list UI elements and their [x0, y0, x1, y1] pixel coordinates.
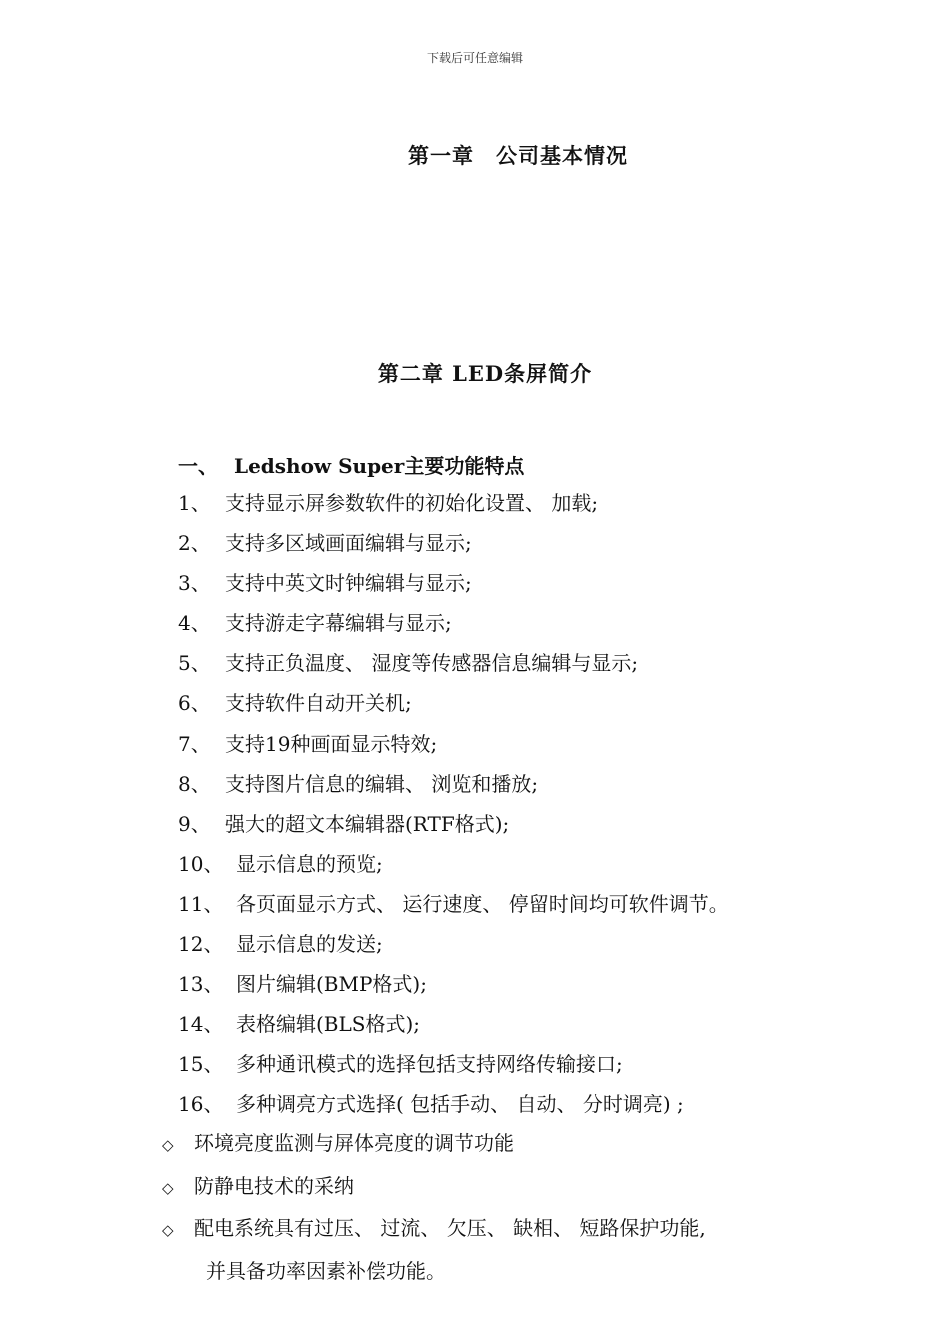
feature-number: 15、 [178, 1052, 224, 1077]
section-number: 一、 [178, 454, 218, 478]
feature-item [178, 889, 729, 929]
feature-text: 显示信息的发送; [236, 932, 383, 957]
feature-number: 10、 [178, 851, 224, 876]
bullet-text: 环境亮度监测与屏体亮度的调节功能 [194, 1131, 514, 1155]
feature-text: 支持正负温度、 湿度等传感器信息编辑与显示; [225, 651, 639, 676]
chapter-2-title: 第二章 LED条屏简介 [377, 361, 593, 386]
feature-number: 1、 [178, 491, 211, 515]
feature-text: 支持多区域画面编辑与显示; [225, 531, 472, 556]
bullet-item [162, 1213, 706, 1286]
feature-number: 8、 [178, 771, 211, 796]
feature-text: 支持图片信息的编辑、 浏览和播放; [225, 771, 539, 796]
feature-item [178, 809, 729, 849]
feature-item [178, 729, 729, 769]
feature-text: 支持软件自动开关机; [225, 691, 412, 716]
feature-text: 支持中英文时钟编辑与显示; [225, 571, 472, 596]
feature-number: 9、 [178, 811, 211, 836]
feature-number: 5、 [178, 651, 211, 676]
feature-text: 支持19种画面显示特效; [225, 731, 438, 756]
feature-item [178, 488, 729, 528]
feature-item [178, 688, 729, 728]
diamond-bullet-icon: ◇ [162, 1221, 174, 1239]
section-heading [178, 450, 524, 479]
feature-item [178, 769, 729, 809]
feature-text: 多种调亮方式选择( 包括手动、 自动、 分时调亮) ; [236, 1092, 684, 1117]
feature-number: 3、 [178, 571, 211, 596]
feature-item [178, 608, 729, 648]
feature-number: 16、 [178, 1092, 224, 1117]
bullet-item [162, 1128, 706, 1160]
feature-text: 强大的超文本编辑器(RTF格式); [225, 811, 510, 836]
feature-text: 图片编辑(BMP格式); [236, 972, 427, 997]
feature-text: 支持显示屏参数软件的初始化设置、 加载; [225, 491, 599, 515]
feature-number: 13、 [178, 972, 224, 997]
feature-item [178, 1049, 729, 1089]
diamond-bullet-icon: ◇ [162, 1136, 174, 1154]
feature-number: 14、 [178, 1012, 224, 1037]
feature-text: 各页面显示方式、 运行速度、 停留时间均可软件调节。 [236, 891, 729, 916]
feature-item [178, 849, 729, 889]
feature-item [178, 528, 729, 568]
feature-number: 11、 [178, 891, 224, 916]
feature-list [178, 488, 729, 1130]
feature-item [178, 969, 729, 1009]
feature-item [178, 1089, 729, 1129]
bullet-list [162, 1128, 706, 1297]
feature-item [178, 568, 729, 608]
bullet-item [162, 1171, 706, 1203]
bullet-text: 防静电技术的采纳 [194, 1173, 354, 1198]
feature-number: 7、 [178, 731, 211, 756]
diamond-bullet-icon: ◇ [162, 1178, 174, 1197]
chapter-1-title: 第一章 公司基本情况 [408, 143, 628, 168]
feature-number: 4、 [178, 611, 211, 636]
feature-item [178, 648, 729, 688]
feature-number: 2、 [178, 531, 211, 556]
bullet-continuation-text: 并具备功率因素补偿功能。 [206, 1259, 446, 1283]
feature-text: 显示信息的预览; [236, 851, 383, 876]
section-title: Ledshow Super主要功能特点 [234, 454, 525, 478]
feature-item [178, 1009, 729, 1049]
page-header-note: 下载后可任意编辑 [426, 51, 523, 65]
feature-text: 多种通讯模式的选择包括支持网络传输接口; [236, 1052, 623, 1077]
bullet-text: 配电系统具有过压、 过流、 欠压、 缺相、 短路保护功能, [194, 1216, 706, 1240]
feature-number: 12、 [178, 932, 224, 957]
feature-text: 支持游走字幕编辑与显示; [225, 611, 452, 636]
feature-number: 6、 [178, 691, 211, 716]
feature-text: 表格编辑(BLS格式); [236, 1012, 421, 1037]
feature-item [178, 929, 729, 969]
